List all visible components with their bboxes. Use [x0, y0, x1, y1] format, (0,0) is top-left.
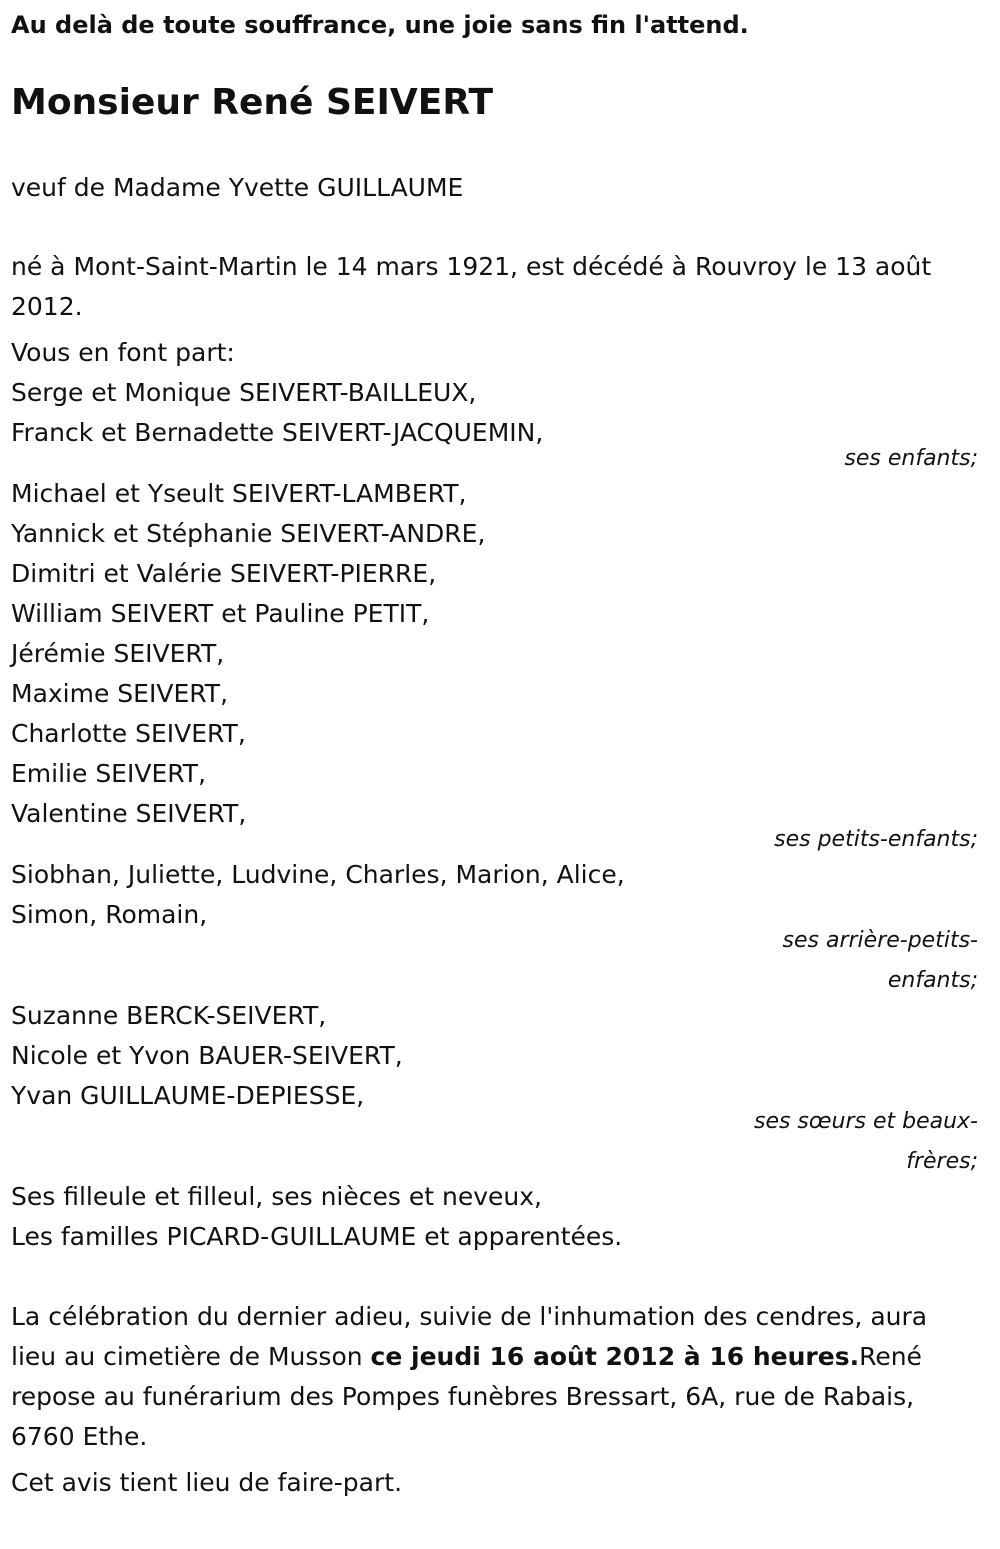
- role-line: ses arrière-petits-: [782, 928, 978, 953]
- obituary-notice: [0, 10, 980, 1503]
- deceased-name: Monsieur René SEIVERT: [11, 82, 494, 123]
- family-line: Maxime SEIVERT,: [11, 679, 229, 708]
- closing-line: Cet avis tient lieu de faire-part.: [11, 1468, 403, 1497]
- spacer: [11, 1257, 980, 1297]
- great-grandchildren-group: [11, 855, 980, 1008]
- widow-line: veuf de Madame Yvette GUILLAUME: [11, 173, 464, 202]
- family-line: Valentine SEIVERT,: [11, 799, 247, 828]
- ceremony-location: René repose au funérarium des Pompes funèbres Bressart, 6A, rue de Rabais, 6760 Ethe.: [11, 1342, 922, 1451]
- siblings-group: [11, 996, 980, 1189]
- ceremony-text: La célébration du dernier adieu, suivie de l'inhumation des cendres, aura lieu au cimetière de Musson: [11, 1302, 928, 1371]
- family-line: Jérémie SEIVERT,: [11, 639, 225, 668]
- ceremony-date-time: ce jeudi 16 août 2012 à 16 heures.: [370, 1342, 860, 1371]
- role-line: enfants;: [887, 968, 978, 993]
- family-line: Les familles PICARD-GUILLAUME et apparentées.: [11, 1222, 623, 1251]
- family-line: Franck et Bernadette SEIVERT-JACQUEMIN,: [11, 418, 544, 447]
- family-line: Suzanne BERCK-SEIVERT,: [11, 1001, 327, 1030]
- family-line: Michael et Yseult SEIVERT-LAMBERT,: [11, 479, 467, 508]
- family-line: Yvan GUILLAUME-DEPIESSE,: [11, 1081, 365, 1110]
- children-group: [11, 373, 980, 486]
- ceremony-paragraph: [11, 1297, 980, 1457]
- family-line: Siobhan, Juliette, Ludvine, Charles, Marion, Alice,: [11, 860, 625, 889]
- grandchildren-group: [11, 474, 980, 867]
- family-line: Nicole et Yvon BAUER-SEIVERT,: [11, 1041, 403, 1070]
- motto: Au delà de toute souffrance, une joie sans fin l'attend.: [11, 11, 749, 39]
- family-line: Simon, Romain,: [11, 900, 208, 929]
- others-group: [11, 1177, 980, 1257]
- family-line: Serge et Monique SEIVERT-BAILLEUX,: [11, 378, 477, 407]
- role-children: ses enfants;: [844, 446, 978, 471]
- birth-death-line: né à Mont-Saint-Martin le 14 mars 1921, est décédé à Rouvroy le 13 août 2012.: [11, 252, 932, 321]
- role-line: frères;: [906, 1149, 978, 1174]
- family-line: William SEIVERT et Pauline PETIT,: [11, 599, 430, 628]
- role-siblings: [730, 1109, 980, 1189]
- family-line: Ses filleule et filleul, ses nièces et neveux,: [11, 1182, 542, 1211]
- announcers-section: [11, 333, 980, 1257]
- announcers-intro: Vous en font part:: [11, 338, 235, 367]
- family-line: Dimitri et Valérie SEIVERT-PIERRE,: [11, 559, 437, 588]
- role-line: ses sœurs et beaux-: [753, 1109, 978, 1134]
- family-line: Emilie SEIVERT,: [11, 759, 207, 788]
- role-grandchildren: ses petits-enfants;: [774, 827, 978, 852]
- family-line: Yannick et Stéphanie SEIVERT-ANDRE,: [11, 519, 486, 548]
- role-great-grandchildren: [730, 928, 980, 1008]
- family-line: Charlotte SEIVERT,: [11, 719, 246, 748]
